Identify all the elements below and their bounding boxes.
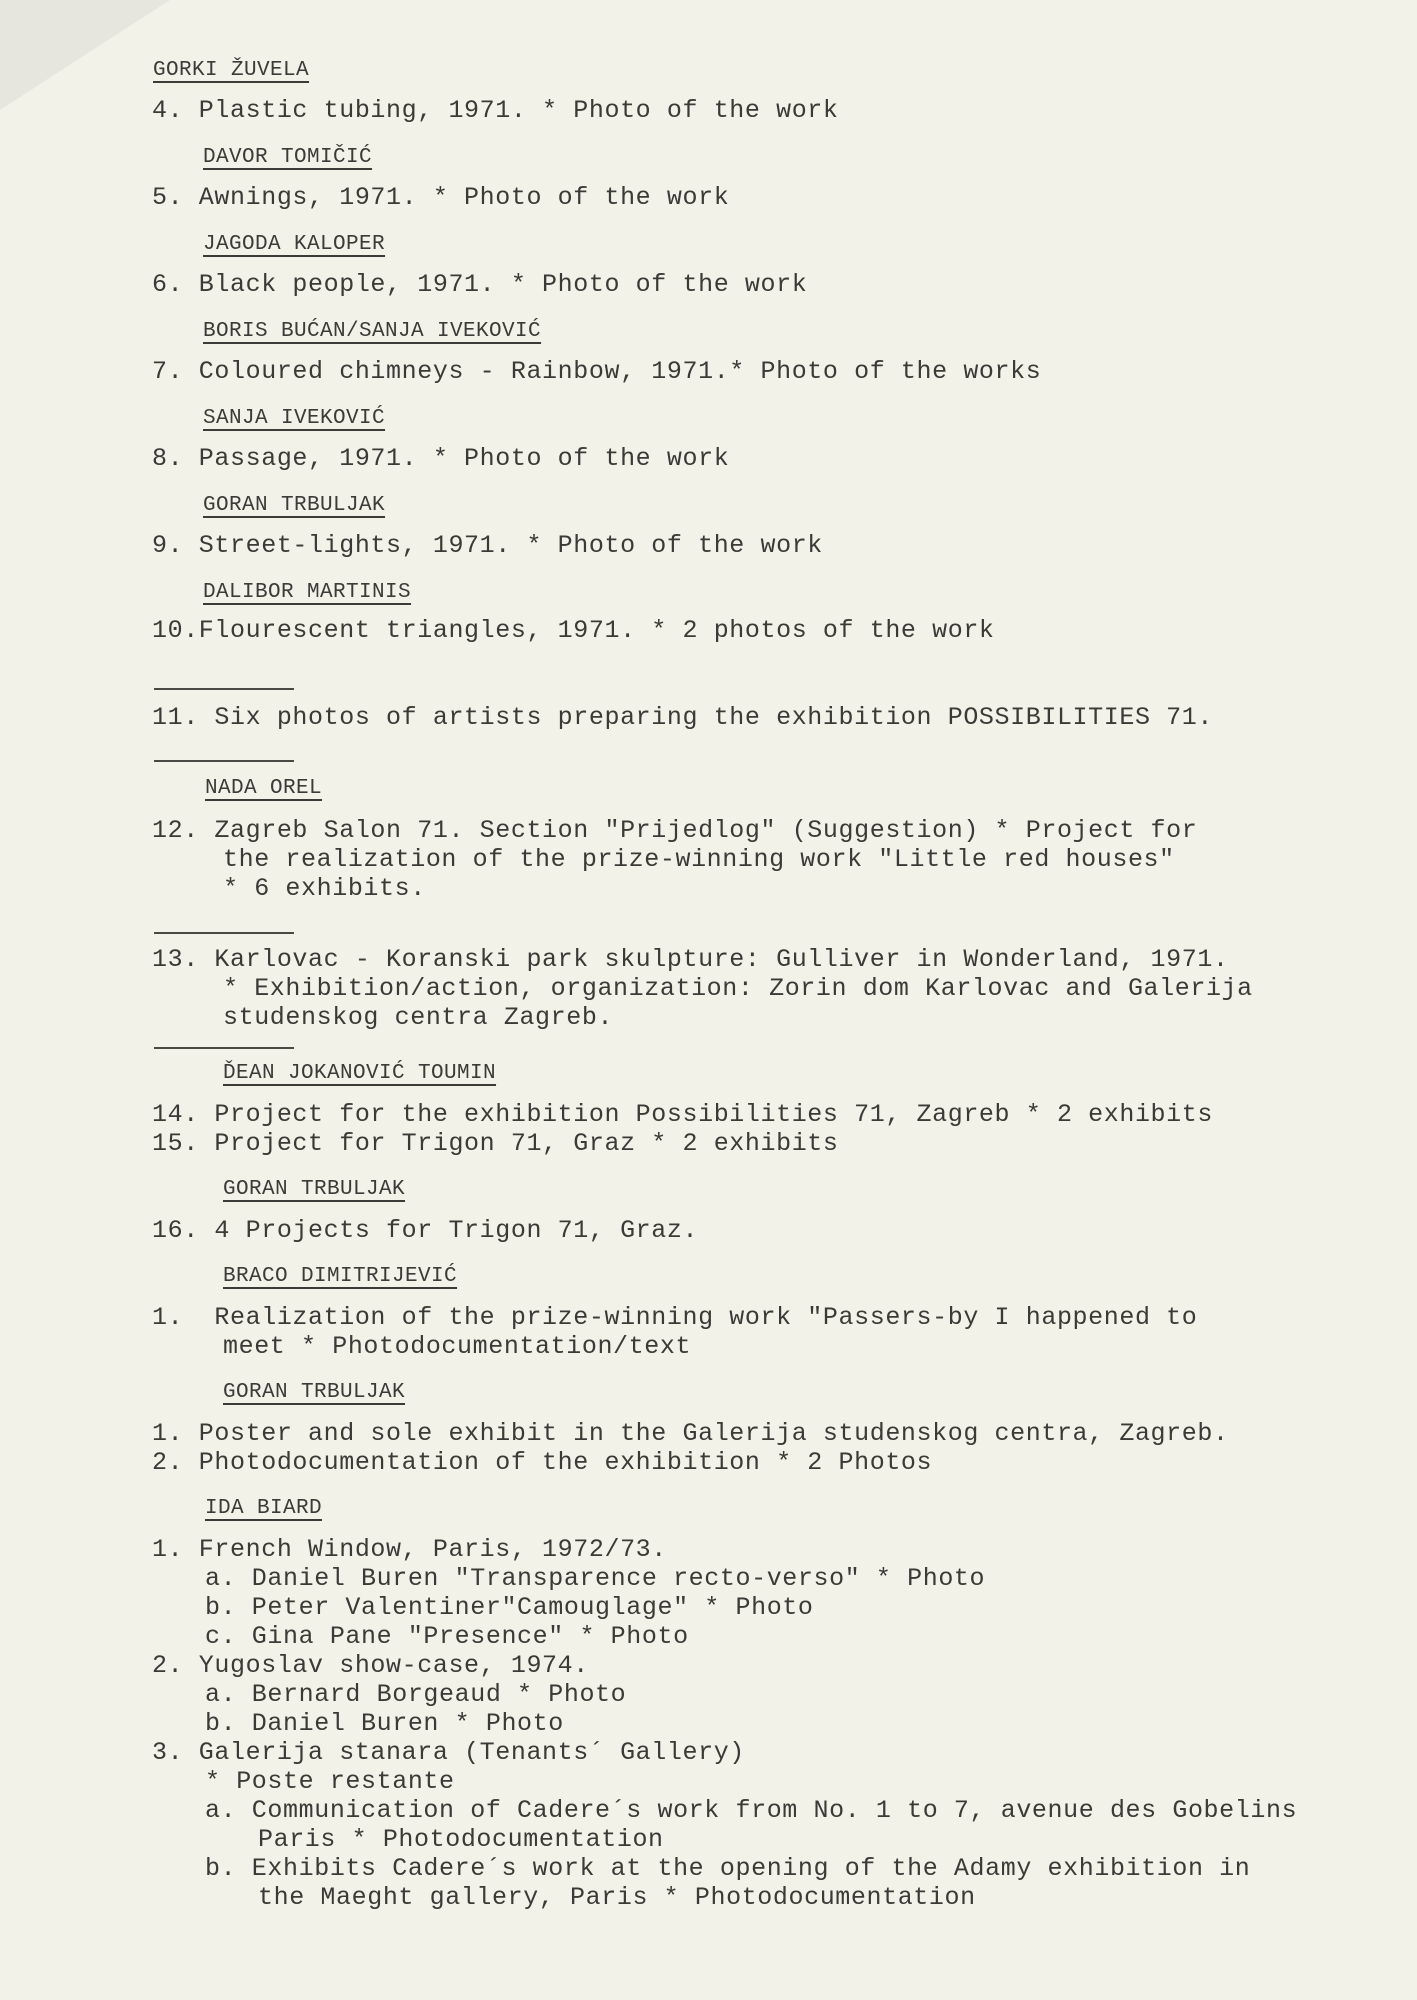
artist-heading: GORKI ŽUVELA: [153, 59, 310, 82]
artist-heading: BRACO DIMITRIJEVIĆ: [223, 1265, 458, 1288]
separator-rule: [154, 932, 294, 934]
artist-heading: GORAN TRBULJAK: [223, 1381, 406, 1404]
separator-rule: [154, 1047, 294, 1049]
sub-item: c. Gina Pane "Presence" * Photo: [205, 1622, 689, 1651]
artist-heading: NADA OREL: [205, 777, 323, 800]
list-item: 5. Awnings, 1971. * Photo of the work: [152, 183, 730, 212]
list-item: 8. Passage, 1971. * Photo of the work: [152, 444, 730, 473]
folded-corner: [0, 0, 170, 110]
sub-item: b. Daniel Buren * Photo: [205, 1709, 564, 1738]
sub-item-continuation: Paris * Photodocumentation: [258, 1825, 664, 1854]
artist-heading: BORIS BUĆAN/SANJA IVEKOVIĆ: [203, 320, 542, 343]
list-item: 2. Photodocumentation of the exhibition * 2 Photos: [152, 1448, 933, 1477]
list-item: 12. Zagreb Salon 71. Section "Prijedlog" (Suggestion) * Project for: [152, 816, 1198, 845]
list-item-continuation: studenskog centra Zagreb.: [223, 1003, 614, 1032]
sub-item: * Poste restante: [205, 1767, 455, 1796]
list-item: 11. Six photos of artists preparing the exhibition POSSIBILITIES 71.: [152, 703, 1213, 732]
list-item: 4. Plastic tubing, 1971. * Photo of the work: [152, 96, 839, 125]
artist-heading: DALIBOR MARTINIS: [203, 581, 412, 604]
list-item: 16. 4 Projects for Trigon 71, Graz.: [152, 1216, 699, 1245]
list-item-continuation: meet * Photodocumentation/text: [223, 1332, 692, 1361]
artist-heading: GORAN TRBULJAK: [203, 494, 386, 517]
list-item: 1. French Window, Paris, 1972/73.: [152, 1535, 667, 1564]
sub-item: b. Exhibits Cadere´s work at the opening of the Adamy exhibition in: [205, 1854, 1251, 1883]
artist-heading: GORAN TRBULJAK: [223, 1178, 406, 1201]
list-item: 1. Realization of the prize-winning work "Passers-by I happened to: [152, 1303, 1198, 1332]
list-item: 9. Street-lights, 1971. * Photo of the work: [152, 531, 823, 560]
list-item: 10.Flourescent triangles, 1971. * 2 photos of the work: [152, 616, 995, 645]
list-item-continuation: * Exhibition/action, organization: Zorin dom Karlovac and Galerija: [223, 974, 1253, 1003]
sub-item: a. Daniel Buren "Transparence recto-verso" * Photo: [205, 1564, 986, 1593]
sub-item-continuation: the Maeght gallery, Paris * Photodocumentation: [258, 1883, 976, 1912]
artist-heading: JAGODA KALOPER: [203, 233, 386, 256]
sub-item: b. Peter Valentiner"Camouglage" * Photo: [205, 1593, 814, 1622]
list-item: 13. Karlovac - Koranski park skulpture: Gulliver in Wonderland, 1971.: [152, 945, 1229, 974]
separator-rule: [154, 688, 294, 690]
separator-rule: [154, 760, 294, 762]
artist-heading: ĎEAN JOKANOVIĆ TOUMIN: [223, 1062, 497, 1085]
list-item: 2. Yugoslav show-case, 1974.: [152, 1651, 589, 1680]
artist-heading: SANJA IVEKOVIĆ: [203, 407, 386, 430]
artist-heading: DAVOR TOMIČIĆ: [203, 146, 373, 169]
sub-item: a. Communication of Cadere´s work from No. 1 to 7, avenue des Gobelins: [205, 1796, 1298, 1825]
list-item: 14. Project for the exhibition Possibilities 71, Zagreb * 2 exhibits: [152, 1100, 1213, 1129]
list-item: 3. Galerija stanara (Tenants´ Gallery): [152, 1738, 745, 1767]
list-item: 1. Poster and sole exhibit in the Galerija studenskog centra, Zagreb.: [152, 1419, 1229, 1448]
list-item: 15. Project for Trigon 71, Graz * 2 exhibits: [152, 1129, 839, 1158]
list-item: 6. Black people, 1971. * Photo of the work: [152, 270, 808, 299]
list-item-continuation: * 6 exhibits.: [223, 874, 426, 903]
sub-item: a. Bernard Borgeaud * Photo: [205, 1680, 627, 1709]
list-item-continuation: the realization of the prize-winning work "Little red houses": [223, 845, 1175, 874]
list-item: 7. Coloured chimneys - Rainbow, 1971.* Photo of the works: [152, 357, 1042, 386]
artist-heading: IDA BIARD: [205, 1497, 323, 1520]
